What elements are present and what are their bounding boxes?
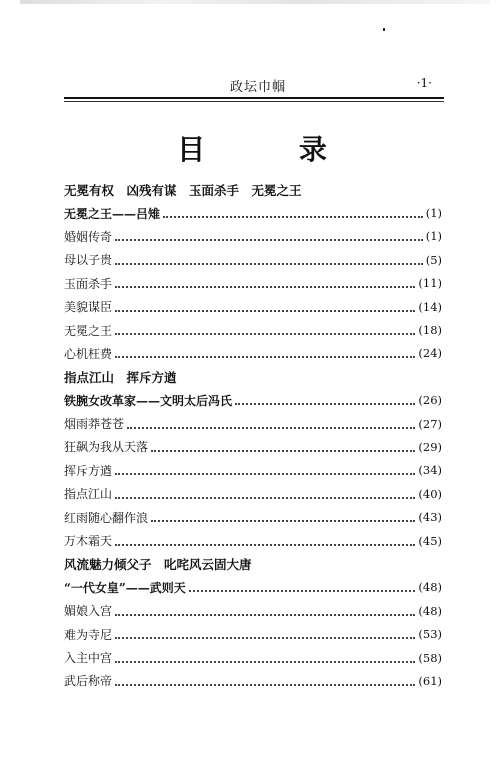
toc-entry[interactable] [64, 646, 442, 669]
toc-entry[interactable] [64, 225, 442, 248]
toc-entry-page: (40) [418, 486, 442, 501]
table-of-contents [64, 178, 442, 693]
toc-entry-page: (48) [418, 603, 442, 618]
toc-entry[interactable] [64, 412, 442, 435]
toc-entry-page: (11) [418, 276, 442, 291]
toc-entry-label: 指点江山 [64, 487, 113, 502]
toc-entry[interactable] [64, 482, 442, 505]
toc-entry-label: 铁腕女改革家——文明太后冯氏 [64, 393, 233, 408]
toc-entry-page: (43) [418, 510, 442, 525]
dot-leader [115, 321, 415, 335]
toc-entry-label: “一代女皇”——武则天 [64, 580, 186, 595]
toc-entry-page: (26) [418, 393, 442, 408]
toc-entry[interactable] [64, 295, 442, 318]
scan-edge [20, 0, 490, 4]
toc-section-heading [64, 552, 442, 575]
dot-leader [151, 508, 415, 522]
toc-entry-page: (5) [425, 252, 442, 267]
dot-leader [115, 344, 415, 358]
toc-entry-label: 心机枉费 [64, 346, 113, 361]
dot-leader [115, 274, 415, 288]
toc-entry[interactable] [64, 505, 442, 528]
dot-leader [115, 672, 415, 686]
header-rule-thin [64, 101, 444, 102]
toc-entry-page: (61) [418, 673, 442, 688]
toc-entry-label: 万木霜天 [64, 534, 113, 549]
dot-leader [115, 227, 423, 241]
dot-leader [115, 251, 423, 265]
toc-entry-label: 母以子贵 [64, 253, 113, 268]
section-heading-text: 风流魅力倾父子 叱咤风云固大唐 [64, 556, 252, 572]
toc-section-heading [64, 365, 442, 388]
toc-entry-label: 难为寺尼 [64, 627, 113, 642]
section-heading-text: 指点江山 挥斥方遒 [64, 369, 177, 385]
dot-leader [235, 391, 415, 405]
toc-entry[interactable] [64, 201, 442, 224]
toc-entry-label: 挥斥方遒 [64, 463, 113, 478]
toc-entry-label: 入主中宫 [64, 651, 113, 665]
toc-entry-label: 狂飙为我从天落 [64, 440, 149, 455]
dot-leader [151, 438, 415, 452]
toc-entry-page: (53) [418, 627, 442, 642]
toc-entry[interactable] [64, 529, 442, 552]
toc-entry-page: (29) [418, 439, 442, 454]
toc-entry[interactable] [64, 318, 442, 341]
toc-entry-page: (27) [418, 416, 442, 431]
dot-leader [115, 461, 415, 475]
toc-entry[interactable] [64, 669, 442, 692]
dot-leader [115, 532, 415, 546]
toc-entry[interactable] [64, 272, 442, 295]
toc-entry-page: (1) [425, 206, 442, 221]
toc-section-heading [64, 178, 442, 201]
header-rule [64, 97, 444, 99]
toc-entry[interactable] [64, 248, 442, 271]
toc-entry-label: 美貌谋臣 [64, 300, 113, 315]
toc-entry[interactable] [64, 576, 442, 599]
toc-entry-label: 无冕之王——吕雉 [64, 206, 161, 221]
dot-leader [127, 415, 415, 429]
toc-entry-page: (48) [418, 580, 442, 595]
toc-entry-label: 烟雨莽苍苍 [64, 417, 125, 432]
scan-speck [383, 28, 385, 31]
dot-leader [189, 578, 416, 592]
toc-entry[interactable] [64, 622, 442, 645]
toc-entry-label: 红雨随心翻作浪 [64, 510, 149, 525]
toc-entry-label: 婚姻传奇 [64, 229, 113, 244]
dot-leader [115, 625, 415, 639]
dot-leader [115, 485, 415, 499]
toc-entry[interactable] [64, 389, 442, 412]
toc-entry-page: (14) [418, 299, 442, 314]
toc-entry[interactable] [64, 342, 442, 365]
toc-entry-label: 媚娘入宫 [64, 604, 113, 619]
page-number: ·1· [416, 76, 432, 90]
section-heading-text: 无冕有权 凶残有谋 玉面杀手 无冕之王 [64, 182, 302, 198]
running-header-title: 政坛巾帼 [230, 80, 287, 95]
toc-entry[interactable] [64, 599, 442, 622]
toc-entry-page: (1) [425, 229, 442, 244]
toc-entry-page: (34) [418, 463, 442, 478]
toc-entry-label: 无冕之王 [64, 323, 113, 338]
toc-entry[interactable] [64, 435, 442, 458]
dot-leader [115, 298, 415, 312]
toc-entry-label: 玉面杀手 [64, 276, 113, 291]
dot-leader [115, 649, 415, 663]
toc-entry-page: (45) [418, 533, 442, 548]
dot-leader [163, 204, 423, 218]
toc-entry-label: 武后称帝 [64, 674, 113, 689]
running-header [64, 76, 444, 96]
toc-title: 目 录 [177, 133, 369, 166]
toc-entry-page: (18) [418, 323, 442, 338]
toc-entry-page: (24) [418, 346, 442, 361]
toc-entry[interactable] [64, 459, 442, 482]
toc-entry-page: (58) [418, 650, 442, 665]
dot-leader [115, 602, 415, 616]
